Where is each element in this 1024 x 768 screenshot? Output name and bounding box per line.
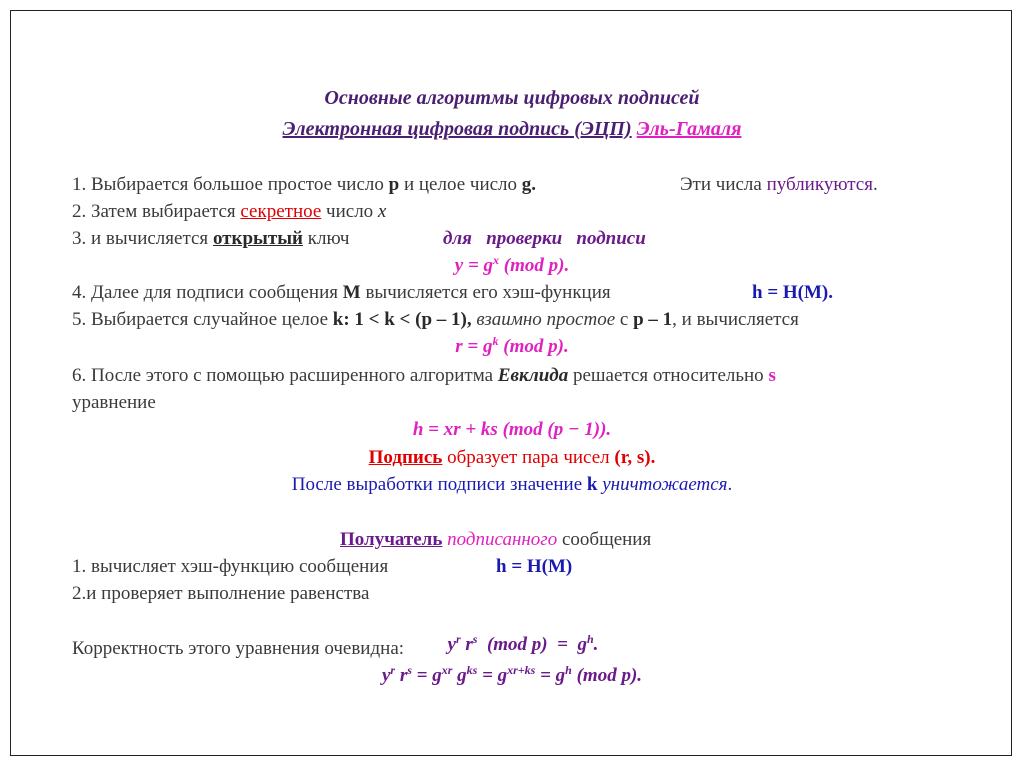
step-3-key: ключ — [302, 228, 350, 249]
verify-formula — [438, 609, 598, 657]
signed-word: подписанного — [442, 529, 558, 550]
receiver-step-2: 2.и проверяет выполнение равенства — [72, 583, 370, 604]
step-1-publish — [680, 173, 878, 197]
formula-2-a: r = g — [455, 336, 493, 357]
f5-g4-sup: h — [565, 663, 572, 677]
f5-y-sup: r — [390, 663, 396, 677]
signature-line — [0, 446, 1024, 470]
signature-text: образует пара чисел — [442, 447, 615, 468]
formula-2-sup: k — [492, 334, 499, 348]
slide-title — [0, 86, 1024, 110]
var-x: x — [377, 201, 387, 222]
message-word: сообщения — [557, 529, 652, 550]
formula-public-key — [0, 254, 1024, 278]
secret-word: секретное — [240, 201, 322, 222]
step-4 — [72, 281, 611, 305]
f5-g2: g — [452, 665, 467, 686]
var-p: p — [388, 174, 400, 195]
step-2-text: 2. Затем выбирается — [72, 201, 241, 222]
formula-r — [0, 335, 1024, 359]
f5-mod: (mod p). — [571, 665, 643, 686]
step-1-publish-text: Эти числа — [680, 174, 767, 195]
step-5-text: 5. Выбирается случайное целое — [72, 309, 333, 330]
var-s: s — [768, 365, 776, 386]
step-1-text-b: и целое число — [399, 174, 522, 195]
formula-1-sup: x — [493, 253, 500, 267]
var-M: M — [342, 282, 361, 303]
step-5-with: с — [615, 309, 634, 330]
signature-pair: (r, s). — [614, 447, 656, 468]
receiver-hash-formula: h = H(M) — [496, 556, 573, 577]
var-k: k — [586, 474, 598, 495]
f5-r: r — [395, 665, 408, 686]
subtitle-elgamal: Эль-Гамаля — [636, 118, 742, 140]
f4-r-sup: s — [472, 632, 478, 646]
f4-g-sup: h — [586, 632, 594, 646]
f5-g1-sup: xr — [441, 663, 453, 677]
step-6-equation-word: уравнение — [72, 392, 156, 413]
step-1-published-word: публикуются — [766, 174, 873, 195]
f5-r-sup: s — [407, 663, 412, 677]
receiver-heading — [340, 528, 651, 552]
receiver-word: Получатель — [340, 529, 443, 550]
open-word: открытый — [212, 228, 303, 249]
step-6-text: 6. После этого с помощью расширенного алгоритма — [72, 365, 498, 386]
formula-2-b: (mod p). — [498, 336, 569, 357]
title-line1: Основные алгоритмы цифровых подписей — [324, 87, 700, 109]
formula-1-a: y = g — [454, 255, 494, 276]
f4-y-sup: r — [455, 632, 461, 646]
f5-g4: = g — [535, 665, 566, 686]
slide-subtitle — [0, 117, 1024, 141]
step-3 — [72, 227, 349, 251]
correctness-text: Корректность этого уравнения очевидна: — [72, 638, 405, 659]
formula-1-b: (mod p). — [499, 255, 570, 276]
f5-g3: = g — [477, 665, 508, 686]
k-destroyed-line — [0, 473, 1024, 497]
f5-g2-sup: ks — [466, 663, 478, 677]
step-2-text-b: число — [321, 201, 378, 222]
after-period: . — [727, 474, 733, 495]
step-5 — [72, 308, 799, 332]
euclid-word: Евклида — [497, 365, 569, 386]
step-3-purpose: для проверки подписи — [443, 228, 646, 249]
step-6 — [72, 364, 776, 388]
f4-y: y — [447, 634, 456, 655]
step-1-period: . — [872, 174, 878, 195]
signature-word: Подпись — [368, 447, 443, 468]
step-4-text-b: вычисляется его хэш-функция — [360, 282, 611, 303]
coprime-word: взаимно простое — [471, 309, 616, 330]
receiver-step-1: 1. вычисляет хэш-функцию сообщения — [72, 556, 389, 577]
k-range: k: 1 < k < (p – 1), — [332, 309, 472, 330]
var-g: g. — [521, 174, 537, 195]
formula-s: h = xr + ks (mod (p − 1)). — [412, 419, 612, 440]
f4-r: r — [460, 634, 473, 655]
step-2 — [72, 200, 386, 224]
f4-period: . — [593, 634, 599, 655]
hash-formula: h = H(M). — [752, 282, 834, 303]
step-4-text: 4. Далее для подписи сообщения — [72, 282, 343, 303]
step-1-text: 1. Выбирается большое простое число — [72, 174, 389, 195]
step-3-text: 3. и вычисляется — [72, 228, 213, 249]
step-1 — [72, 173, 536, 197]
step-6-text-b: решается относительно — [568, 365, 769, 386]
f5-y: y — [381, 665, 391, 686]
f5-g3-sup: xr+ks — [507, 663, 536, 677]
f4-mod: (mod p) = g — [477, 634, 587, 655]
f5-g1: = g — [411, 665, 442, 686]
subtitle-main: Электронная цифровая подпись (ЭЦП) — [282, 118, 632, 140]
step-5-text-b: , и вычисляется — [672, 309, 799, 330]
after-text: После выработки подписи значение — [291, 474, 587, 495]
proof-formula — [0, 664, 1024, 688]
destroyed-word: уничтожается — [597, 474, 728, 495]
p-minus-1: p – 1 — [633, 309, 673, 330]
